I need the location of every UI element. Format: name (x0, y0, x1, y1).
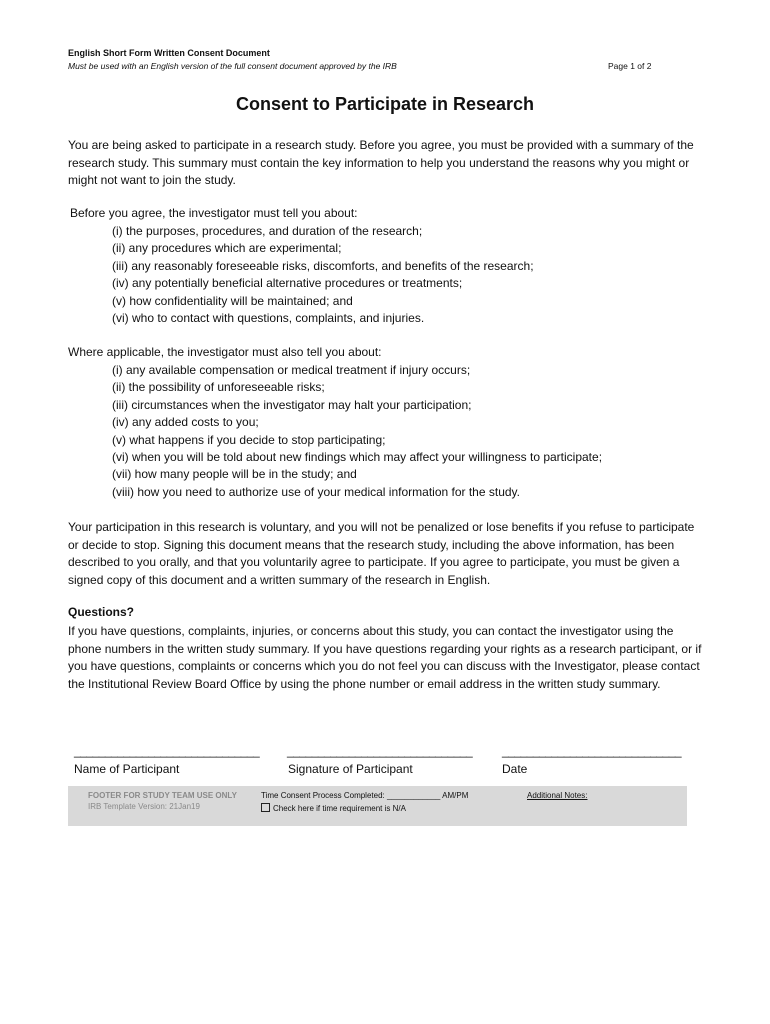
list-item: (ii) the possibility of unforeseeable risks; (112, 380, 325, 395)
page-title: Consent to Participate in Research (235, 94, 535, 114)
list-item: (vi) when you will be told about new findings which may affect your willingness to participate; (112, 450, 603, 465)
checkbox-label: Check here if time requirement is N/A (273, 804, 406, 813)
date-label: Date (502, 762, 528, 776)
list-item: (vii) how many people will be in the study; and (112, 467, 357, 482)
name-signature-line[interactable]: ______________________________ (74, 744, 260, 758)
list-item: (iii) any reasonably foreseeable risks, discomforts, and benefits of the research; (112, 258, 534, 273)
time-na-checkbox-row[interactable] (261, 803, 406, 813)
document-subtitle: Must be used with an English version of the full consent document approved by the IRB (68, 61, 397, 71)
list-item: (iv) any added costs to you; (112, 415, 259, 430)
list-item: (iii) circumstances when the investigator may halt your participation; (112, 397, 472, 412)
list-item: (iv) any potentially beneficial alternative procedures or treatments; (112, 276, 463, 291)
questions-heading: Questions? (68, 605, 135, 619)
signature-of-participant-label: Signature of Participant (288, 762, 413, 776)
intro-paragraph: You are being asked to participate in a research study. Before you agree, you must be provided with a summary of the research study. This summary must contain the key information to help you understand the reasons why you might or might not want to join the study. (68, 138, 694, 187)
time-completed-field[interactable]: Time Consent Process Completed: ____________ AM/PM (261, 791, 469, 800)
footer-team-label: FOOTER FOR STUDY TEAM USE ONLY (88, 791, 237, 800)
list-item: (v) how confidentiality will be maintained; and (112, 293, 353, 308)
section1-lead: Before you agree, the investigator must tell you about: (70, 206, 358, 220)
name-of-participant-label: Name of Participant (74, 762, 180, 776)
additional-notes-label: Additional Notes: (527, 791, 588, 800)
list-item: (viii) how you need to authorize use of your medical information for the study. (112, 484, 520, 499)
section2-list (112, 362, 602, 501)
questions-paragraph: If you have questions, complaints, injuries, or concerns about this study, you can contact the investigator using the phone numbers in the written study summary. If you have questions regarding your rights as a research participant, or if you have questions, complaints or concerns which you do not feel you can discuss with the Investigator, please contact the Institutional Review Board Office by using the phone number or email address in the written study summary. (68, 624, 702, 691)
study-team-footer (68, 786, 687, 826)
signature-line[interactable]: ______________________________ (287, 744, 473, 758)
section2-lead: Where applicable, the investigator must also tell you about: (68, 345, 382, 359)
section1-list (112, 223, 534, 327)
voluntary-paragraph: Your participation in this research is voluntary, and you will not be penalized or lose benefits if you refuse to participate or decide to stop. Signing this document means that the research study, including the above information, has been described to you orally, and that you voluntarily agree to participate. If you agree to participate, you must be given a signed copy of this document and a written summary of the research in English. (68, 520, 695, 587)
list-item: (vi) who to contact with questions, complaints, and injuries. (112, 311, 425, 326)
page-number: Page 1 of 2 (608, 61, 652, 71)
list-item: (ii) any procedures which are experimental; (112, 241, 342, 256)
list-item: (i) any available compensation or medical treatment if injury occurs; (112, 363, 471, 377)
list-item: (i) the purposes, procedures, and duration of the research; (112, 224, 423, 238)
date-signature-line[interactable]: _____________________________ (502, 744, 682, 758)
template-version: IRB Template Version: 21Jan19 (88, 802, 200, 811)
document-name: English Short Form Written Consent Document (68, 48, 270, 58)
checkbox-icon[interactable] (261, 803, 270, 812)
list-item: (v) what happens if you decide to stop participating; (112, 432, 386, 447)
